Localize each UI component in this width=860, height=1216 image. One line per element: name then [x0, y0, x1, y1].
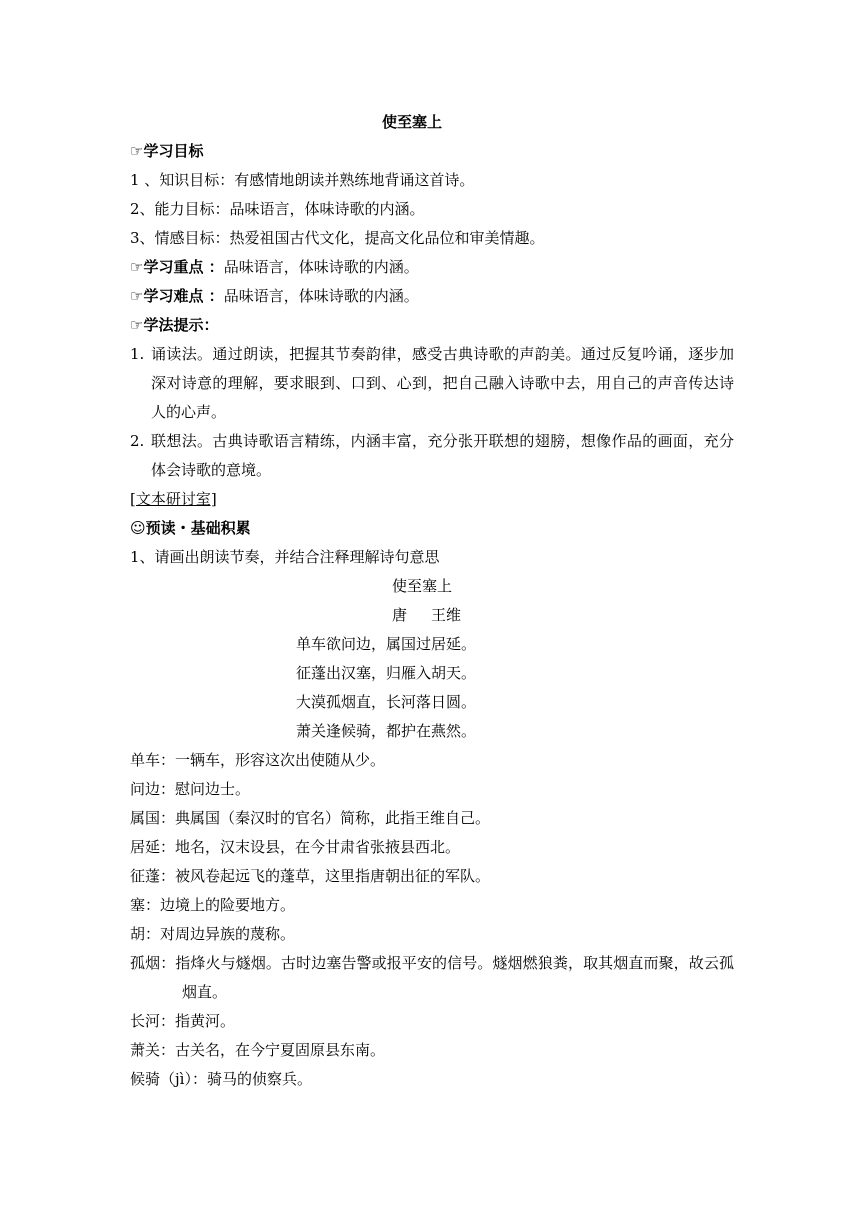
- annotation-item: 萧关：古关名，在今宁夏固原县东南。: [130, 1041, 386, 1059]
- annotation-item: 单车：一辆车，形容这次出使随从少。: [130, 751, 386, 769]
- annotation-item: 候骑（jì）：骑马的侦察兵。: [130, 1070, 312, 1088]
- method-heading: ☞学法提示：: [130, 316, 219, 334]
- method-text: 联想法。古典诗歌语言精练，内涵丰富，充分张开联想的翅膀，想像作品的画面，充分体会诗歌的意境。: [151, 432, 734, 479]
- poem-dynasty: 唐: [392, 606, 408, 624]
- goals-heading: [130, 137, 734, 166]
- annotation-item: 征蓬：被风卷起远飞的蓬草，这里指唐朝出征的军队。: [130, 867, 491, 885]
- goal-item: 3、情感目标：热爱祖国古代文化，提高文化品位和审美情趣。: [130, 229, 545, 247]
- poem-line: 征蓬出汉塞，归雁入胡天。: [296, 664, 477, 682]
- poem-line: 大漠孤烟直，长河落日圆。: [296, 693, 477, 711]
- method-text: 诵读法。通过朗读，把握其节奏韵律，感受古典诗歌的声韵美。通过反复吟诵，逐步加深对诗意的理解，要求眼到、口到、心到，把自己融入诗歌中去，用自己的声音传达诗人的心声。: [151, 345, 734, 421]
- annotation-item: 胡：对周边异族的蔑称。: [130, 925, 296, 943]
- pointing-hand-icon: ☞: [130, 316, 144, 334]
- page-title: 使至塞上: [381, 113, 442, 131]
- document-page: [130, 108, 734, 1094]
- pointing-hand-icon: ☞: [130, 142, 144, 160]
- annotation-item: 问边：慰问边士。: [130, 780, 251, 798]
- goal-item: 2、能力目标：品味语言，体味诗歌的内涵。: [130, 200, 425, 218]
- key-point-text: 品味语言，体味诗歌的内涵。: [223, 258, 419, 276]
- study-room-heading: [文本研讨室]: [130, 490, 217, 508]
- key-point-label: ☞学习重点 ：: [130, 258, 224, 276]
- poem-line: 单车欲问边，属国过居延。: [296, 635, 477, 653]
- method-number: 2.: [130, 432, 145, 450]
- difficulty-label: ☞学习难点 ：: [130, 287, 224, 305]
- annotation-item: 塞：边境上的险要地方。: [130, 896, 296, 914]
- annotation-item: 长河：指黄河。: [130, 1012, 236, 1030]
- preread-heading: ☺预读・基础积累: [130, 519, 251, 537]
- poem-author-line: [130, 601, 734, 630]
- goals-heading-text: 学习目标: [143, 142, 204, 160]
- difficulty-text: 品味语言，体味诗歌的内涵。: [223, 287, 419, 305]
- poem-line: 萧关逢候骑，都护在燕然。: [296, 722, 477, 740]
- method-number: 1.: [130, 345, 145, 363]
- annotation-item: 孤烟：指烽火与燧烟。古时边塞告警或报平安的信号。燧烟燃狼粪，取其烟直而聚，故云孤烟直。: [130, 954, 734, 1001]
- annotation-item: 居延：地名，汉末设县，在今甘肃省张掖县西北。: [130, 838, 461, 856]
- poem-title: 使至塞上: [391, 577, 452, 595]
- pointing-hand-icon: ☞: [130, 287, 144, 305]
- method-item: [130, 340, 734, 427]
- method-item: [130, 427, 734, 485]
- pointing-hand-icon: ☞: [130, 258, 144, 276]
- goal-item: 1 、知识目标：有感情地朗读并熟练地背诵这首诗。: [130, 171, 475, 189]
- task-instruction: 1、请画出朗读节奏，并结合注释理解诗句意思: [130, 548, 440, 566]
- annotation-item: 属国：典属国（秦汉时的官名）简称，此指王维自己。: [130, 809, 491, 827]
- poem-author: 王维: [431, 606, 462, 624]
- difficulty-line: [130, 282, 734, 311]
- smiley-icon: ☺: [130, 519, 146, 537]
- key-point-line: [130, 253, 734, 282]
